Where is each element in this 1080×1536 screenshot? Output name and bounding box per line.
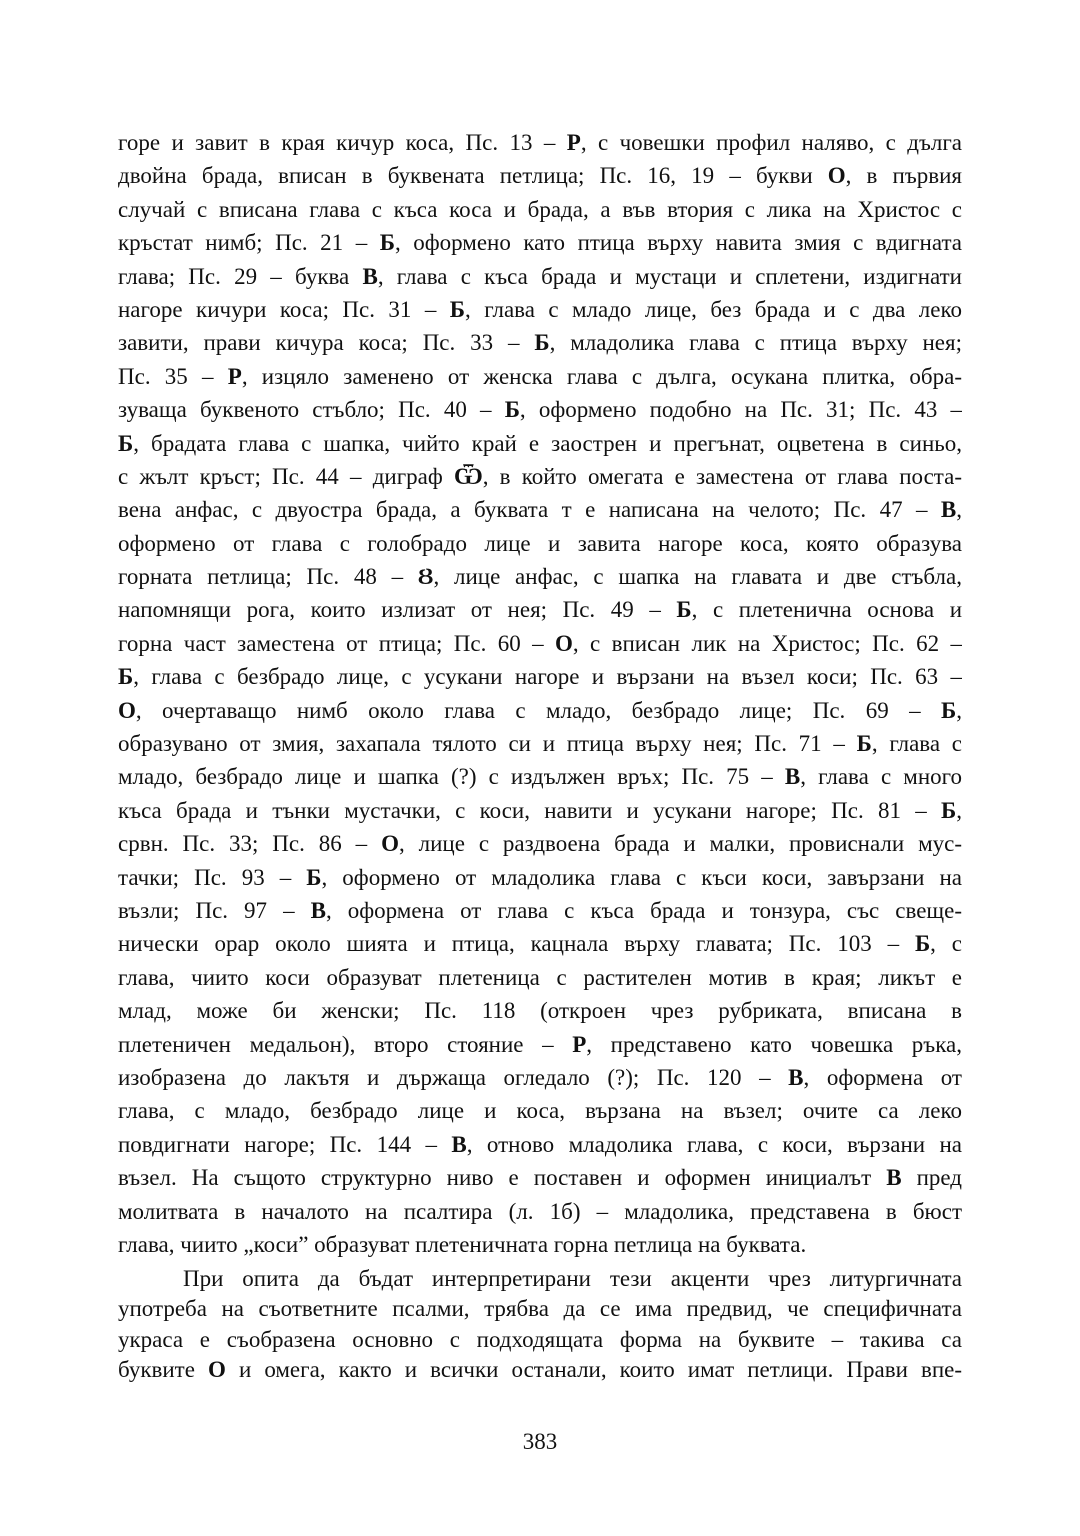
text-segment: , изцяло заменено от женска глава с дълга, осукана плитка, обра- [241, 363, 962, 389]
text-line [118, 861, 962, 894]
text-line [118, 694, 962, 727]
text-line [118, 927, 962, 960]
initial-letter: О [118, 697, 136, 723]
text-segment: , [956, 697, 962, 723]
text-segment: , с човешки профил наляво, с дълга [580, 130, 962, 155]
initial-letter: О [555, 630, 573, 656]
text-segment: млад, може би женски; Пс. 118 (откроен чрез рубриката, вписана в [118, 998, 962, 1024]
initial-letter: Б [941, 797, 957, 823]
initial-letter: В [886, 1165, 902, 1191]
initial-letter: В [940, 497, 957, 523]
text-segment: , брадата глава с шапка, чийто край е заострен и прегънат, оцветена в синьо, [133, 430, 962, 456]
text-segment: зуваща буквеното стъбло; Пс. 40 – [118, 397, 505, 423]
text-segment: , с плетенична основа и [691, 597, 962, 623]
text-line [118, 627, 962, 660]
text-segment: , глава с безбрадо лице, с усукани нагоре и вързани на възел коси; Пс. 63 – [133, 664, 962, 690]
text-segment: , представено като човешка ръка, [586, 1031, 962, 1057]
text-segment: , лице анфас, с шапка на главата и две стъбла, [433, 564, 962, 590]
text-segment: , в първия [845, 163, 962, 189]
initial-letter: В [310, 897, 326, 923]
text-segment: двойна брада, вписан в буквената петлица; Пс. 16, 19 – букви [118, 163, 828, 189]
text-line [118, 1264, 962, 1294]
text-segment: глава, чиито коси образуват плетеница с растителен мотив в края; ликът е [118, 964, 962, 990]
text-line [118, 460, 962, 493]
text-line [118, 1355, 962, 1385]
text-segment: , оформено като птица върху навита змия с вдигната [394, 230, 962, 256]
text-segment: молитвата в началото на псалтира (л. 1б) – младолика, представена в бюст [118, 1198, 962, 1224]
text-segment: , глава с [871, 731, 962, 757]
text-segment: възел. На същото структурно ниво е поставен и оформен инициалът [118, 1165, 887, 1191]
text-line [118, 1061, 962, 1094]
text-line [118, 260, 962, 293]
text-segment: нагоре кичури коса; Пс. 31 – [118, 296, 450, 322]
initial-letter: В [451, 1131, 467, 1157]
initial-letter: О [208, 1356, 226, 1382]
text-segment: , глава с много [800, 764, 962, 790]
text-segment: , с [930, 931, 962, 957]
text-segment: , оформена от [803, 1064, 962, 1090]
text-line [118, 794, 962, 827]
text-line [118, 360, 962, 393]
text-segment: вена анфас, с двуостра брада, а буквата т е написана на челото; Пс. 47 – [118, 497, 941, 523]
initial-letter: Ȣ [417, 564, 434, 590]
text-segment: глава; Пс. 29 – буква [118, 263, 363, 289]
text-segment: образувано от змия, захапала тялото си и птица върху нея; Пс. 71 – [118, 731, 857, 757]
initial-letter: Р [566, 130, 581, 155]
text-line [118, 1028, 962, 1061]
text-segment: , отново младолика глава, с коси, вързани на [466, 1131, 962, 1157]
text-line [118, 760, 962, 793]
text-line [118, 827, 962, 860]
text-line [118, 126, 962, 159]
text-segment: срвн. Пс. 33; Пс. 86 – [118, 831, 382, 857]
initial-letter: Р [572, 1031, 587, 1057]
text-line [118, 961, 962, 994]
text-line [118, 593, 962, 626]
text-line [118, 1161, 962, 1194]
text-line [118, 1228, 962, 1261]
text-line [118, 1325, 962, 1355]
text-line [118, 193, 962, 226]
text-line [118, 427, 962, 460]
text-segment: изобразена до лакътя и държаща огледало (?); Пс. 120 – [118, 1064, 789, 1090]
initial-letter: Б [118, 664, 134, 690]
paragraph-2 [118, 1264, 962, 1385]
text-line [118, 994, 962, 1027]
text-segment: тачки; Пс. 93 – [118, 864, 307, 890]
text-segment: кръстат нимб; Пс. 21 – [118, 230, 380, 256]
text-segment: нически орар около шията и птица, кацнала върху главата; Пс. 103 – [118, 931, 915, 957]
text-segment: с жълт кръст; Пс. 44 – диграф [118, 463, 454, 489]
text-segment: случай с вписана глава с къса коса и брада, а във втория с лика на Христос с [118, 196, 962, 222]
initial-letter: Б [856, 731, 872, 757]
initial-letter: Ѿ [453, 463, 483, 489]
text-segment: , в който омегата е заместена от глава поста- [482, 463, 962, 489]
text-segment: глава, чиито „коси” образуват плетеничната горна петлица на буквата. [118, 1231, 807, 1257]
text-line [118, 493, 962, 526]
text-segment: употреба на съответните псалми, трябва да се има предвид, че специфичната [118, 1296, 962, 1322]
text-line [118, 660, 962, 693]
initial-letter: О [381, 831, 399, 857]
text-line [118, 1094, 962, 1127]
initial-letter: Б [449, 296, 466, 322]
text-segment: горна част заместена от птица; Пс. 60 – [118, 630, 555, 656]
text-line [118, 1294, 962, 1324]
text-line [118, 159, 962, 192]
text-segment: , младолика глава с птица върху нея; [549, 330, 962, 356]
text-segment: , оформено подобно на Пс. 31; Пс. 43 – [519, 397, 962, 423]
text-segment: завити, прави кичура коса; Пс. 33 – [118, 330, 535, 356]
text-line [118, 527, 962, 560]
initial-letter: Б [941, 697, 957, 723]
initial-letter: О [827, 163, 846, 189]
initial-letter: Б [379, 230, 395, 256]
text-segment: , глава с къса брада и мустаци и сплетени, издигнати [377, 263, 962, 289]
initial-letter: Б [504, 397, 520, 423]
initial-letter: Б [306, 864, 322, 890]
text-segment: , [956, 497, 962, 523]
text-segment: Пс. 35 – [118, 363, 228, 389]
text-segment: , очертаващо нимб около глава с младо, безбрадо лице; Пс. 69 – [135, 697, 942, 723]
text-line [118, 727, 962, 760]
text-segment: , с вписан лик на Христос; Пс. 62 – [572, 630, 962, 656]
text-segment: , оформено от младолика глава с къси коси, завързани на [321, 864, 962, 890]
text-segment: горе и завит в края кичур коса, Пс. 13 – [118, 130, 567, 155]
text-segment: младо, безбрадо лице и шапка (?) с издължен връх; Пс. 75 – [118, 764, 785, 790]
initial-letter: В [788, 1064, 804, 1090]
text-segment: глава, с младо, безбрадо лице и коса, вързана на възел; очите са леко [118, 1098, 962, 1124]
text-line [118, 1128, 962, 1161]
text-segment: , [956, 797, 962, 823]
text-segment: и омега, както и всички останали, които имат петлици. Прави впе- [225, 1356, 962, 1382]
page-number: 383 [522, 1429, 558, 1454]
text-segment: оформено от глава с голобрадо лице и завита нагоре коса, която образува [118, 530, 962, 556]
text-segment: горната петлица; Пс. 48 – [118, 564, 418, 590]
text-line [118, 1195, 962, 1228]
initial-letter: Р [227, 363, 242, 389]
text-line [118, 393, 962, 426]
text-segment: къса брада и тънки мустачки, с коси, навити и усукани нагоре; Пс. 81 – [118, 797, 942, 823]
initial-letter: Б [534, 330, 550, 356]
text-line [118, 560, 962, 593]
text-segment: украса е съобразена основно с подходящата форма на буквите – такива са [118, 1326, 962, 1352]
text-segment: повдигнати нагоре; Пс. 144 – [118, 1131, 452, 1157]
text-segment: напомнящи рога, които излизат от нея; Пс. 49 – [118, 597, 677, 623]
text-line [118, 226, 962, 259]
text-segment: пред [901, 1165, 962, 1191]
text-segment: , глава с младо лице, без брада и с два леко [465, 296, 962, 322]
initial-letter: В [362, 263, 378, 289]
initial-letter: Б [118, 430, 134, 456]
text-segment: При опита да бъдат интерпретирани тези акценти чрез литургичната [183, 1266, 962, 1291]
text-segment: буквите [118, 1356, 208, 1382]
text-line [118, 293, 962, 326]
initial-letter: Б [676, 597, 692, 623]
initial-letter: В [784, 764, 801, 790]
text-segment: , оформена от глава с къса брада и тонзура, със свеще- [325, 897, 962, 923]
text-segment: възли; Пс. 97 – [118, 897, 311, 923]
text-segment: плетеничен медальон), второ стояние – [118, 1031, 573, 1057]
paragraph-1 [118, 126, 962, 1261]
text-segment: , лице с раздвоена брада и малки, провиснали мус- [398, 831, 962, 857]
text-line [118, 326, 962, 359]
initial-letter: Б [914, 931, 931, 957]
text-line [118, 894, 962, 927]
